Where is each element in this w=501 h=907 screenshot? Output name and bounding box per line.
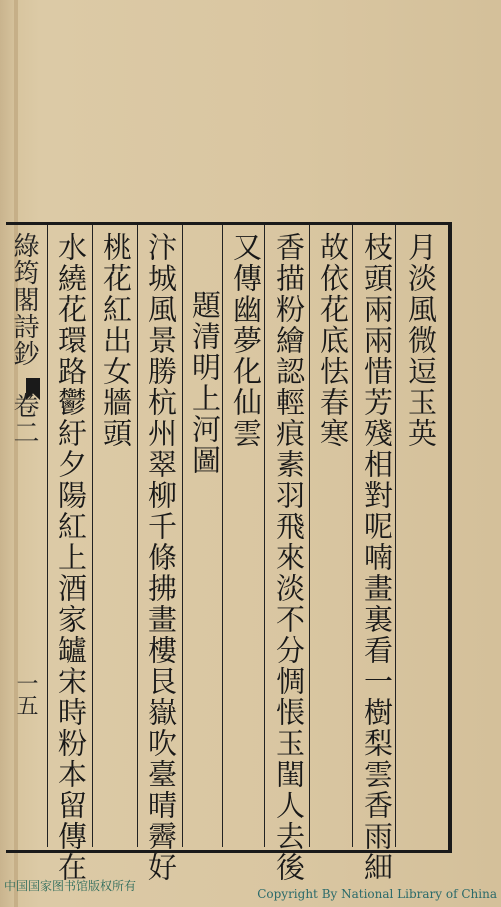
column-rule <box>182 225 183 847</box>
page-number <box>10 672 41 722</box>
text-column-8: 桃花紅出女牆頭 <box>99 232 133 449</box>
page-number-text: 一五 <box>13 672 38 716</box>
text-column-9: 水繞花環路鬱紆夕陽紅上酒家罏宋時粉本留傳在 <box>54 232 88 883</box>
column-rule <box>137 225 138 847</box>
text-column-1: 月淡風微逗玉英 <box>404 232 438 449</box>
column-rule <box>92 225 93 847</box>
poem-title: 題清明上河圖 <box>188 290 222 476</box>
text-column-5: 又傳幽夢化仙雲 <box>229 232 263 449</box>
text-column-2: 枝頭兩兩惜芳殘相對呢喃畫裏看一樹梨雲香雨細 <box>360 232 394 883</box>
book-title: 綠筠閣詩鈔 <box>9 232 39 367</box>
column-rule <box>47 225 48 847</box>
text-column-3: 故依花底怯春寒 <box>316 232 350 449</box>
watermark-right: Copyright By National Library of China <box>257 887 497 901</box>
text-column-7: 汴城風景勝杭州翠柳千條拂畫樓艮嶽吹臺晴霽好 <box>144 232 178 883</box>
watermark-left: 中国国家图书馆版权所有 <box>4 879 137 893</box>
volume-label: 卷二 <box>9 392 39 446</box>
text-column-4: 香描粉繪認輕痕素羽飛來淡不分惆悵玉閨人去後 <box>272 232 306 883</box>
